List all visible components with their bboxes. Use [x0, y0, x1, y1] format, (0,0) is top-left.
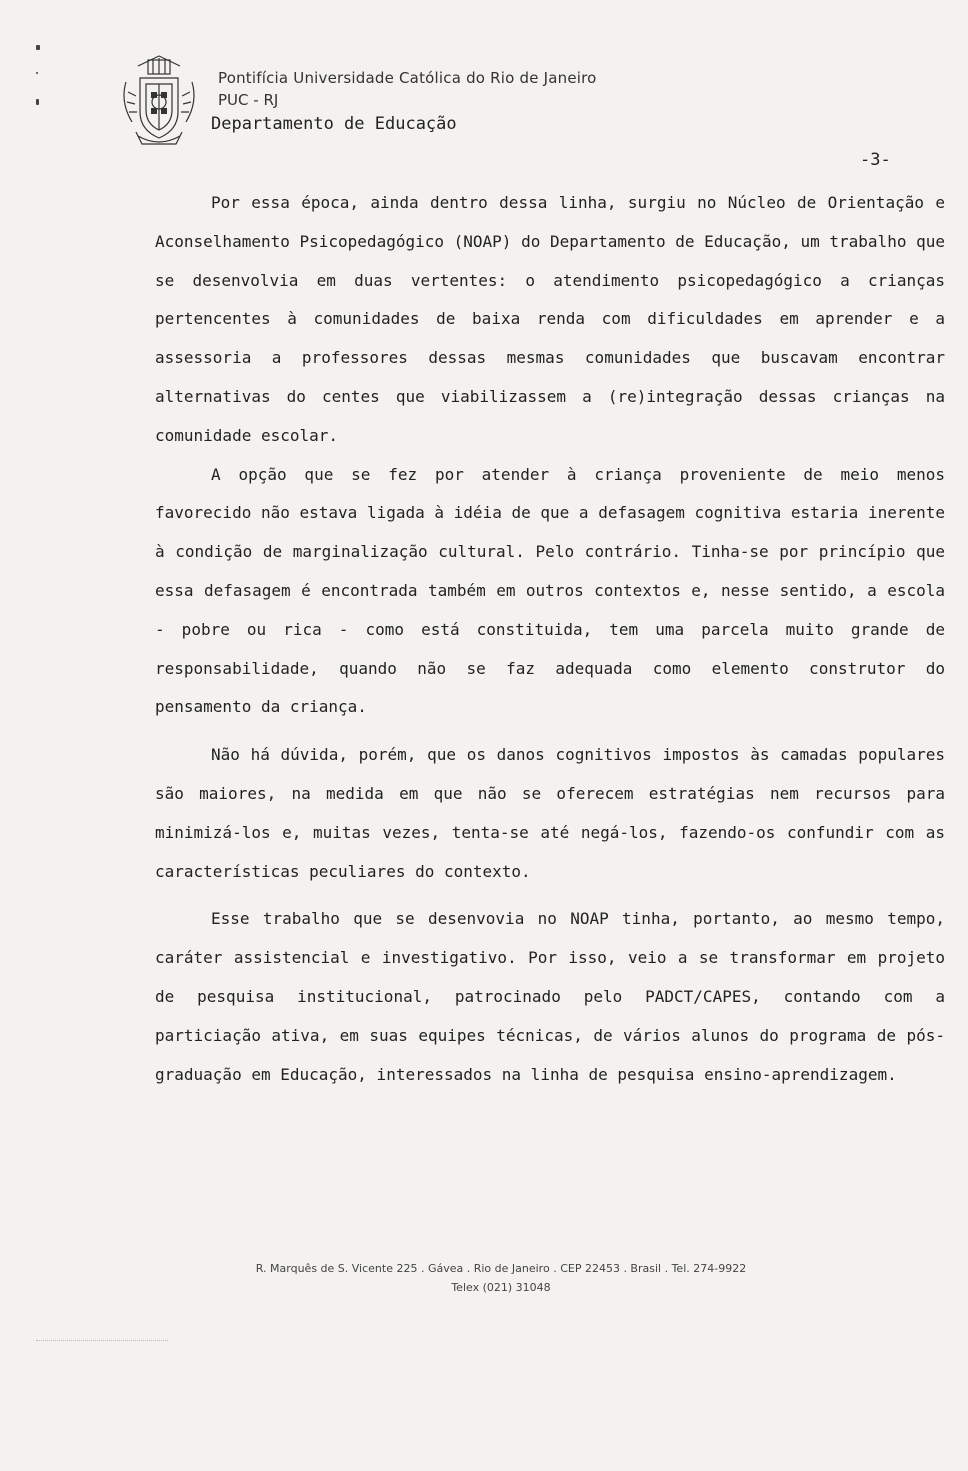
- university-crest-logo: [118, 52, 200, 150]
- margin-mark: [36, 45, 40, 50]
- document-body: [155, 184, 945, 1094]
- department-name: Departamento de Educação: [211, 114, 457, 134]
- paragraph: Por essa época, ainda dentro dessa linha, surgiu no Núcleo de Orientação e Aconselhamento Psicopedagógico (NOAP) do Departamento de Educação, um trabalho que se desenvolvia em duas vertentes: o atendimento psicopedagógico a crianças pertencentes à comunidades de baixa renda com dificuldades em aprender e a assessoria a professores dessas mesmas comunidades que buscavam encontrar alternativas do centes que viabilizassem a (re)integração dessas crianças na comunidade escolar.: [155, 193, 945, 445]
- paragraph: A opção que se fez por atender à criança proveniente de meio menos favorecido não estava ligada à idéia de que a defasagem cognitiva estaria inerente à condição de marginalização cultural. Pelo contrário. Tinha-se por princípio que essa defasagem é encontrada também em outros contextos e, nesse sentido, a escola - pobre ou rica - como está constituida, tem uma parcela muito grande de responsabilidade, quando não se faz adequada como elemento construtor do pensamento da criança.: [155, 464, 945, 717]
- institution-abbreviation: PUC - RJ: [218, 91, 279, 109]
- institution-name: Pontifícia Universidade Católica do Rio de Janeiro: [218, 69, 597, 87]
- footer-address: R. Marquês de S. Vicente 225 . Gávea . Rio de Janeiro . CEP 22453 . Brasil . Tel. 274-9922: [255, 1262, 747, 1275]
- margin-mark: [36, 72, 38, 74]
- page-number: -3-: [860, 150, 891, 170]
- fold-line-divider: [36, 1340, 168, 1341]
- paragraph: Esse trabalho que se desenvovia no NOAP tinha, portanto, ao mesmo tempo, caráter assistencial e investigativo. Por isso, veio a se transformar em projeto de pesquisa institucional, patrocinado pelo PADCT/CAPES, contando com a particiação ativa, em suas equipes técnicas, de vários alunos do programa de pós-graduação em Educação, interessados na linha de pesquisa ensino-aprendizagem.: [155, 909, 945, 1084]
- paragraph: Não há dúvida, porém, que os danos cognitivos impostos às camadas populares são maiores, na medida em que não se oferecem estratégias nem recursos para minimizá-los e, muitas vezes, tenta-se até negá-los, fazendo-os confundir com as características peculiares do contexto.: [155, 745, 945, 881]
- margin-mark: [36, 99, 39, 105]
- footer-telex: Telex (021) 31048: [451, 1281, 551, 1294]
